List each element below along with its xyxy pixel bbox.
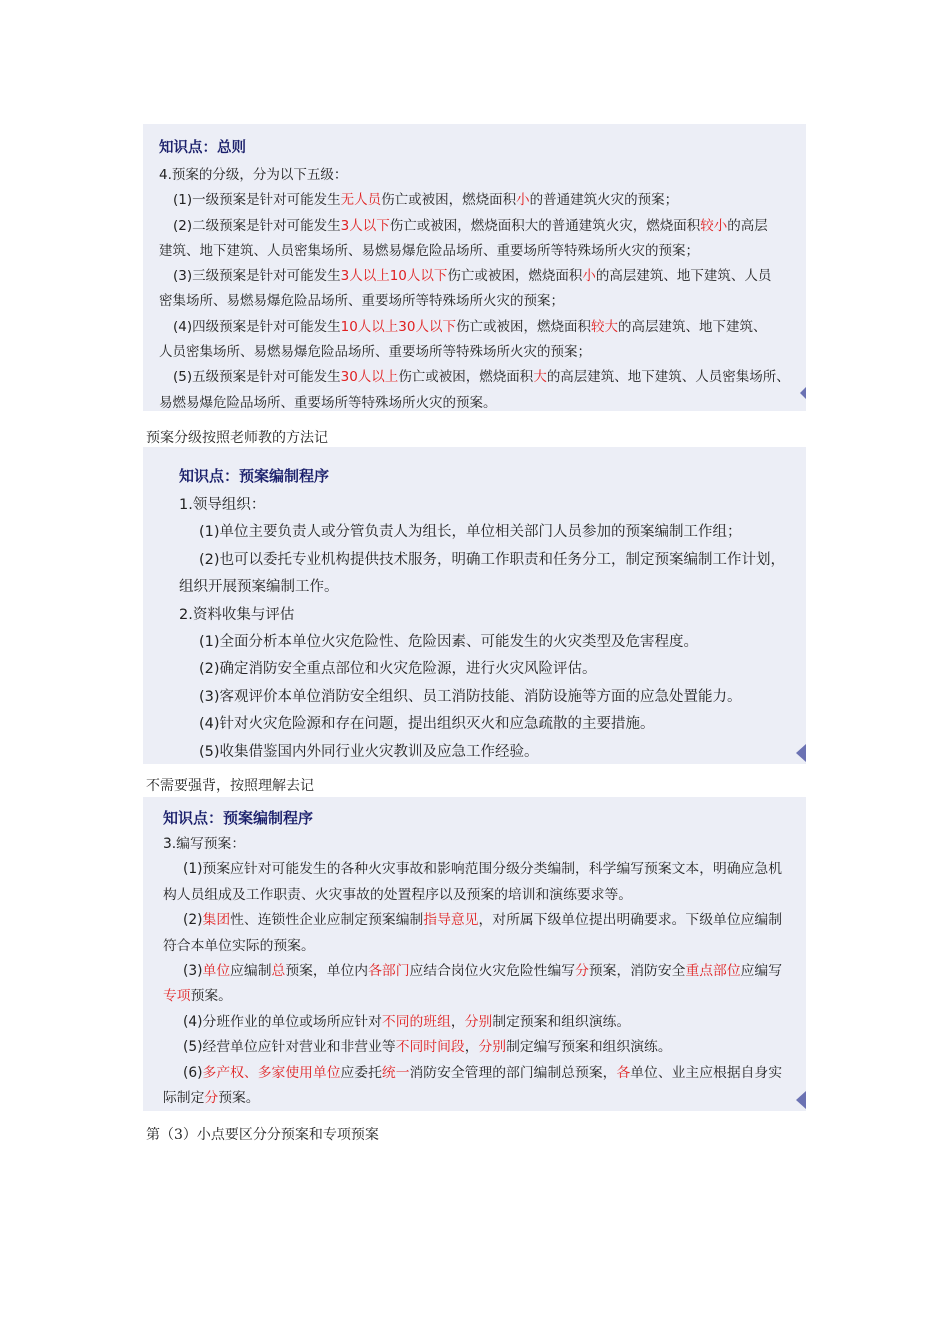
highlight-text: 重点部位	[685, 963, 741, 980]
text-line	[179, 739, 806, 764]
text-segment: (2)也可以委托专业机构提供技术服务，明确工作职责和任务分工，制定预案编制工作计划，	[199, 551, 786, 568]
triangle-left-icon	[796, 744, 806, 762]
text-line	[179, 492, 806, 519]
text-segment: 应编制	[230, 963, 272, 980]
text-line	[163, 832, 806, 857]
text-segment: (1)预案应针对可能发生的各种火灾事故和影响范围分级分类编制，科学编写预案文本，明确应急机	[183, 861, 783, 878]
highlight-text: 3人以上10人以下	[340, 268, 448, 285]
text-segment: 伤亡或被困，燃烧面积	[381, 192, 517, 209]
text-line	[163, 1061, 806, 1086]
text-line	[163, 857, 806, 882]
text-line	[179, 574, 806, 601]
text-segment: (1)全面分析本单位火灾危险性、危险因素、可能发生的火灾类型及危害程度。	[199, 634, 699, 651]
text-segment: (5)五级预案是针对可能发生	[173, 369, 341, 386]
highlight-text: 统一	[381, 1064, 410, 1081]
text-line	[179, 602, 806, 629]
text-line	[159, 340, 806, 365]
highlight-text: 30人以上	[340, 369, 399, 386]
card-body	[163, 832, 806, 1111]
highlight-text: 集团	[202, 912, 231, 929]
text-segment: ，对所属下级单位提出明确要求。下级单位应编制	[478, 912, 783, 929]
text-segment: 建筑、地下建筑、人员密集场所、易燃易爆危险品场所、重要场所等特殊场所火灾的预案；	[159, 242, 699, 259]
text-segment: 预案，单位内	[285, 963, 369, 980]
text-line	[163, 1035, 806, 1060]
knowledge-card-procedure-2	[143, 797, 806, 1111]
text-line	[163, 1010, 806, 1035]
text-segment: (4)四级预案是针对可能发生	[173, 318, 341, 335]
text-line	[179, 684, 806, 711]
text-segment: 伤亡或被困，燃烧面积	[447, 268, 583, 285]
text-segment: 2.资料收集与评估	[179, 606, 295, 623]
highlight-text: 无人员	[340, 192, 382, 209]
highlight-text: 10人以上30人以下	[340, 318, 456, 335]
text-segment: (3)客观评价本单位消防安全组织、员工消防技能、消防设施等方面的应急处置能力。	[199, 688, 742, 705]
text-line	[163, 908, 806, 933]
text-line	[159, 239, 806, 264]
text-segment: 预案。	[218, 1090, 260, 1107]
note-text: 不需要强背，按照理解去记	[146, 778, 314, 794]
highlight-text: 分别	[464, 1013, 493, 1030]
text-segment: 性、连锁性企业应制定预案编制	[230, 912, 424, 929]
text-line	[163, 984, 806, 1009]
text-segment: ，	[464, 1039, 479, 1056]
card-title: 知识点：预案编制程序	[179, 467, 330, 485]
text-line	[163, 883, 806, 908]
text-line	[179, 711, 806, 738]
card-title: 知识点：预案编制程序	[163, 809, 314, 827]
text-line	[159, 391, 806, 411]
text-segment: 预案，消防安全	[588, 963, 686, 980]
text-segment: 预案。	[190, 988, 232, 1005]
text-line	[159, 163, 806, 188]
highlight-text: 分	[575, 963, 589, 980]
text-segment: 4.预案的分级，分为以下五级：	[159, 167, 348, 183]
text-segment: 伤亡或被困，燃烧面积	[455, 318, 591, 335]
text-segment: 易燃易爆危险品场所、重要场所等特殊场所火灾的预案。	[159, 394, 497, 411]
highlight-text: 指导意见	[423, 912, 479, 929]
text-segment: (4)分班作业的单位或场所应针对	[183, 1013, 382, 1030]
text-segment: ，	[450, 1013, 465, 1030]
text-line	[163, 959, 806, 984]
text-segment: 消防安全管理的部门编制总预案，	[409, 1064, 617, 1081]
text-segment: (3)	[183, 963, 203, 980]
text-line	[159, 264, 806, 289]
text-segment: 密集场所、易燃易爆危险品场所、重要场所等特殊场所火灾的预案；	[159, 293, 564, 310]
highlight-text: 不同的班组	[381, 1013, 451, 1030]
text-segment: 应结合岗位火灾危险性编写	[409, 963, 576, 980]
highlight-text: 较大	[590, 318, 618, 335]
highlight-text: 分	[204, 1090, 219, 1107]
text-line	[163, 1086, 806, 1111]
text-line	[159, 214, 806, 239]
card-body	[179, 492, 806, 764]
text-segment: (3)三级预案是针对可能发生	[173, 268, 341, 285]
text-line	[179, 519, 806, 546]
text-segment: 组织开展预案编制工作。	[179, 579, 339, 596]
text-segment: 应编写	[740, 963, 783, 980]
note-text: 第（3）小点要区分分预案和专项预案	[146, 1127, 379, 1143]
highlight-text: 较小	[700, 217, 728, 234]
text-segment: 3.编写预案：	[163, 836, 246, 852]
text-segment: (2)确定消防安全重点部位和火灾危险源，进行火灾风险评估。	[199, 661, 597, 678]
text-segment: (2)	[183, 912, 203, 929]
triangle-left-icon	[800, 387, 806, 399]
text-segment: 1.领导组织：	[179, 497, 266, 513]
text-segment: 伤亡或被困，燃烧面积大的普通建筑火灾，燃烧面积	[389, 217, 701, 234]
text-segment: (5)经营单位应针对营业和非营业等	[183, 1039, 396, 1056]
triangle-left-icon	[796, 1091, 806, 1109]
highlight-text: 总	[271, 963, 286, 980]
highlight-text: 多产权、多家使用单位	[202, 1064, 341, 1081]
card-title: 知识点：总则	[159, 140, 246, 156]
text-line	[159, 289, 806, 314]
knowledge-card-procedure-1	[143, 447, 806, 764]
text-segment: 单位、业主应根据自身实	[630, 1064, 783, 1081]
highlight-text: 分别	[478, 1039, 507, 1056]
highlight-text: 3人以下	[340, 217, 390, 234]
text-line	[179, 629, 806, 656]
text-segment: 的高层建筑、地下建筑、人员密集场所、	[546, 369, 790, 386]
highlight-text: 各	[616, 1064, 631, 1081]
text-line	[179, 547, 806, 574]
text-segment: 际制定	[163, 1090, 205, 1107]
card-body	[159, 163, 806, 411]
text-segment: 伤亡或被困，燃烧面积	[398, 369, 534, 386]
text-line	[159, 365, 806, 390]
text-segment: 的普通建筑火灾的预案；	[529, 192, 679, 209]
text-segment: (2)二级预案是针对可能发生	[173, 217, 341, 234]
highlight-text: 小	[516, 192, 530, 209]
text-segment: 制定编写预案和组织演练。	[506, 1039, 672, 1056]
text-line	[163, 934, 806, 959]
highlight-text: 大	[533, 369, 547, 386]
text-segment: (5)收集借鉴国内外同行业火灾教训及应急工作经验。	[199, 743, 539, 760]
text-segment: 制定预案和组织演练。	[492, 1013, 631, 1030]
highlight-text: 专项	[163, 988, 191, 1005]
text-segment: 构人员组成及工作职责、火灾事故的处置程序以及预案的培训和演练要求等。	[163, 886, 633, 903]
text-segment: 的高层	[727, 217, 768, 234]
note-text: 预案分级按照老师教的方法记	[146, 430, 328, 446]
highlight-text: 不同时间段	[395, 1039, 465, 1056]
highlight-text: 单位	[202, 963, 231, 980]
text-segment: (4)针对火灾危险源和存在问题，提出组织灭火和应急疏散的主要措施。	[199, 716, 655, 733]
text-segment: 的高层建筑、地下建筑、	[617, 318, 767, 335]
text-line	[159, 188, 806, 213]
text-segment: 应委托	[340, 1064, 382, 1081]
highlight-text: 各部门	[368, 963, 410, 980]
text-line	[179, 656, 806, 683]
text-segment: (6)	[183, 1064, 203, 1081]
knowledge-card-general	[143, 124, 806, 411]
text-segment: (1)单位主要负责人或分管负责人为组长，单位相关部门人员参加的预案编制工作组；	[199, 524, 742, 541]
text-segment: 的高层建筑、地下建筑、人员	[595, 268, 772, 285]
highlight-text: 小	[582, 268, 596, 285]
text-segment: 符合本单位实际的预案。	[163, 937, 315, 954]
text-segment: 人员密集场所、易燃易爆危险品场所、重要场所等特殊场所火灾的预案；	[159, 344, 591, 361]
text-line	[159, 315, 806, 340]
text-segment: (1)一级预案是针对可能发生	[173, 192, 341, 209]
